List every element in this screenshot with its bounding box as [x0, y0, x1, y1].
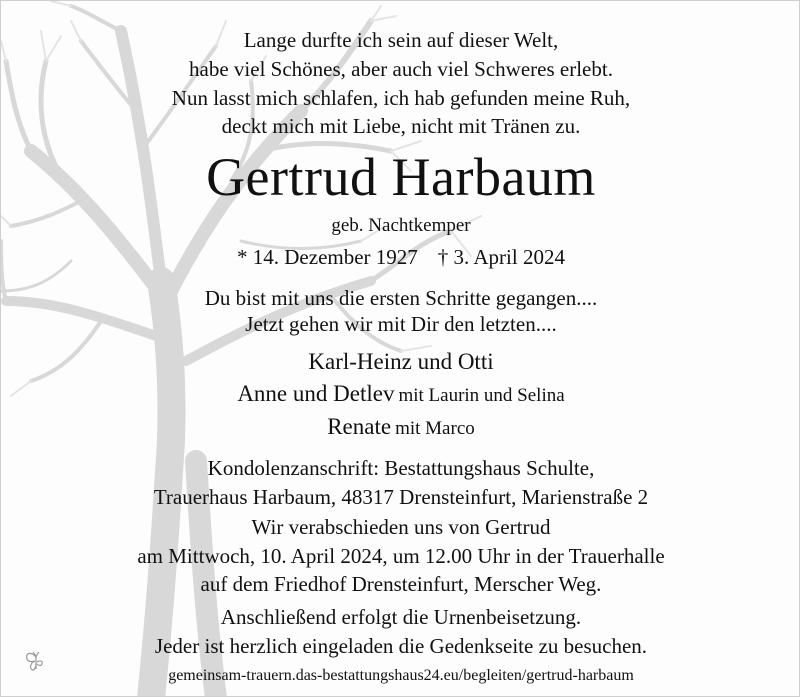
deceased-name: Gertrud Harbaum [206, 147, 596, 207]
poem-line: Nun lasst mich schlafen, ich hab gefunden meine Ruh, [171, 86, 631, 110]
family-line [1, 381, 800, 407]
family-extra: mit Marco [395, 418, 475, 439]
quote-line: Jetzt gehen wir mit Dir den letzten.... [245, 312, 557, 336]
family-line [1, 349, 800, 375]
butterfly-icon [23, 649, 49, 675]
memorial-url[interactable]: gemeinsam-trauern.das-bestattungshaus24.eu/begleiten/gertrud-harbaum [168, 667, 634, 684]
info-line: Jeder ist herzlich eingeladen die Gedenkseite zu besuchen. [154, 634, 648, 658]
family-main: Anne und Detlev [237, 381, 395, 406]
family-main: Karl-Heinz und Otti [308, 349, 494, 374]
info-line: Wir verabschieden uns von Gertrud [251, 515, 551, 539]
birth-date: * 14. Dezember 1927 [237, 245, 418, 269]
info-line: auf dem Friedhof Drensteinfurt, Merscher Weg. [200, 572, 602, 596]
death-date: † 3. April 2024 [437, 245, 565, 269]
family-extra: mit Laurin und Selina [398, 385, 565, 406]
quote-line: Du bist mit uns die ersten Schritte gegangen.... [204, 286, 598, 310]
info-line: Trauerhaus Harbaum, 48317 Drensteinfurt, Marienstraße 2 [153, 485, 649, 509]
info-line: Kondolenzanschrift: Bestattungshaus Schulte, [207, 456, 595, 480]
poem-line: habe viel Schönes, aber auch viel Schweres erlebt. [189, 57, 613, 81]
info-line: am Mittwoch, 10. April 2024, um 12.00 Uhr in der Trauerhalle [137, 544, 665, 568]
info-line: Anschließend erfolgt die Urnenbeisetzung. [220, 605, 582, 629]
family-main: Renate [327, 414, 392, 439]
family-line [1, 414, 800, 440]
life-dates [1, 245, 800, 270]
poem-line: deckt mich mit Liebe, nicht mit Tränen zu. [221, 114, 581, 138]
poem-line: Lange durfte ich sein auf dieser Welt, [243, 28, 559, 52]
birth-name: geb. Nachtkemper [331, 215, 471, 236]
